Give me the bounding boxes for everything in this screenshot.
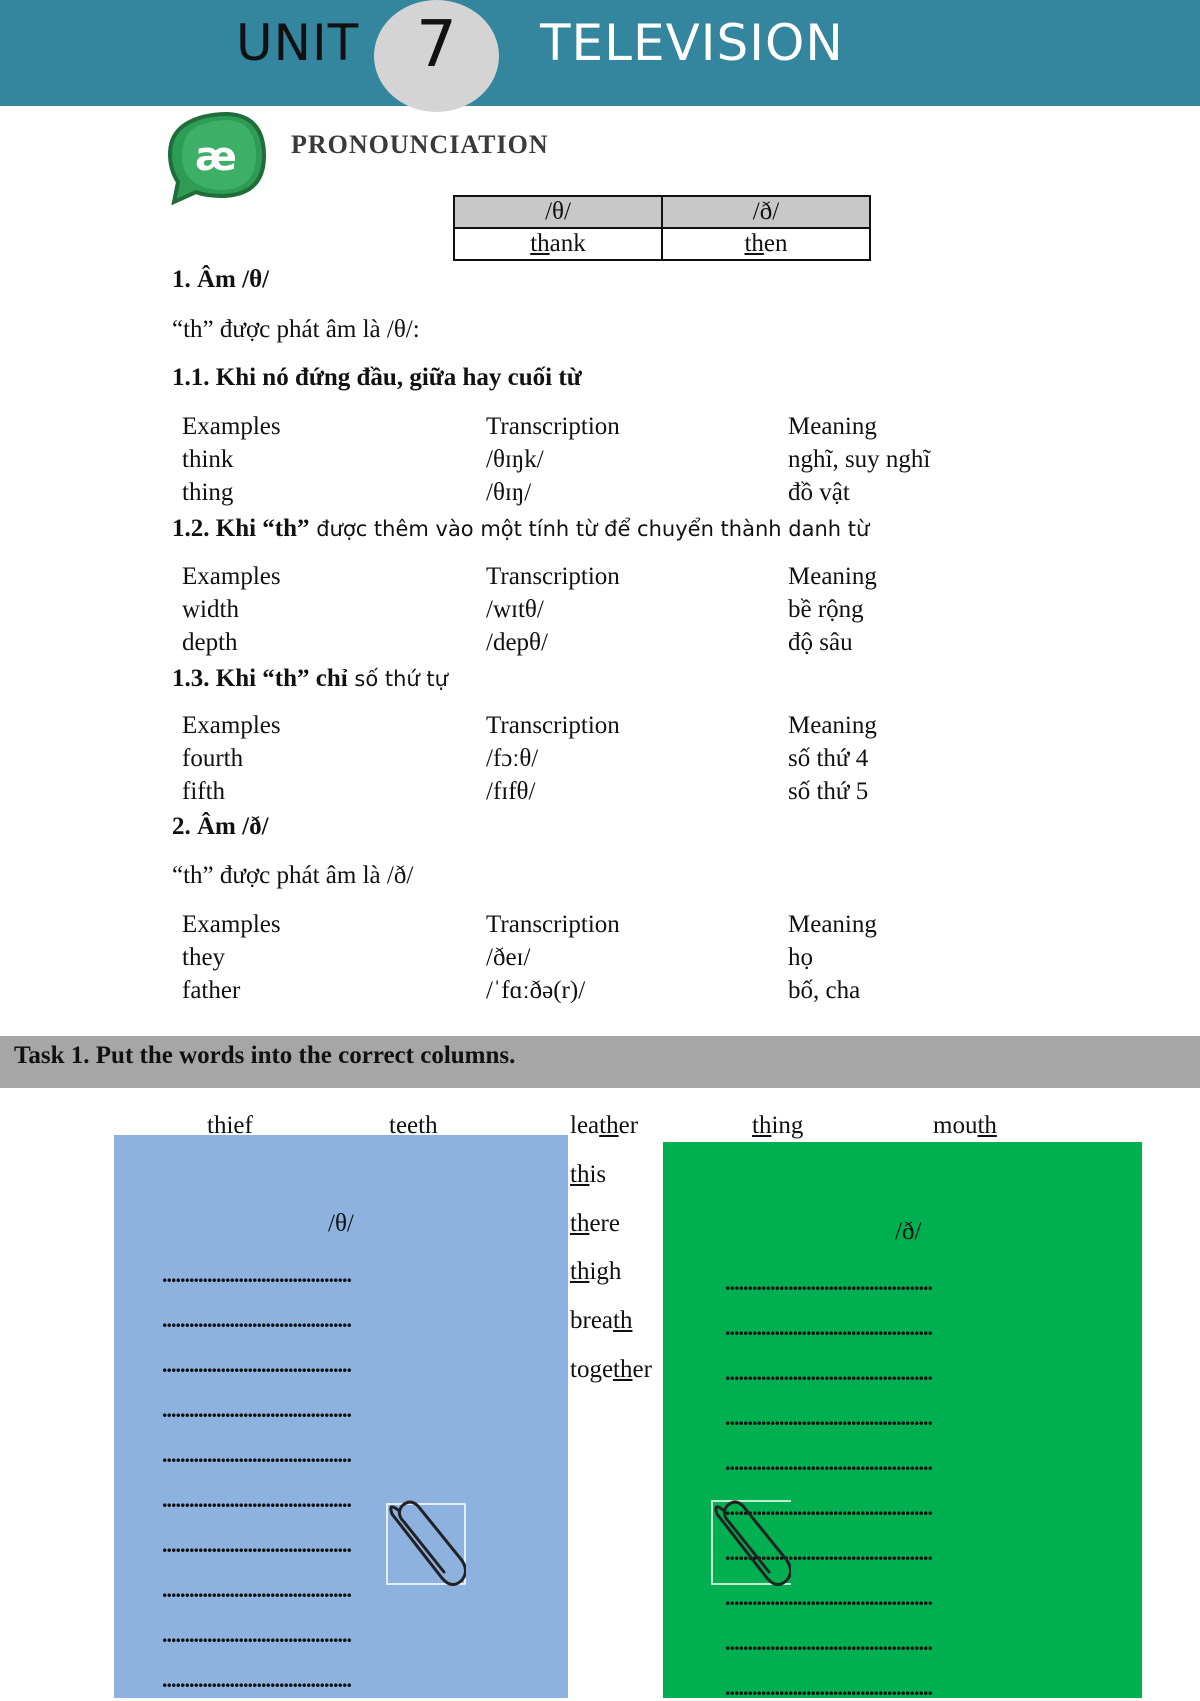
answer-line[interactable]: ..............................................	[725, 1495, 932, 1520]
answer-line[interactable]: ..........................................	[162, 1577, 351, 1602]
table-header-theta: /θ/	[454, 196, 662, 228]
answer-line[interactable]: ..............................................	[725, 1630, 932, 1655]
paperclip-icon	[711, 1500, 791, 1586]
col-meaning-header: Meaning	[788, 712, 877, 739]
example-meaning: bề rộng	[788, 596, 864, 623]
table-example-eth: then	[662, 228, 870, 260]
example-word: think	[182, 446, 234, 473]
answer-line[interactable]: ..............................................	[725, 1270, 932, 1295]
word-bank-item[interactable]: breath	[570, 1307, 633, 1334]
col-transcription-header: Transcription	[486, 911, 620, 938]
col-transcription-header: Transcription	[486, 563, 620, 590]
answer-line[interactable]: ..........................................	[162, 1262, 351, 1287]
section1-2-heading: 1.2. Khi “th” được thêm vào một tính từ để chuyển thành danh từ	[172, 515, 870, 542]
answer-line[interactable]: ..........................................	[162, 1487, 351, 1512]
answer-line[interactable]: ..........................................	[162, 1622, 351, 1647]
answer-line[interactable]: ..........................................	[162, 1352, 351, 1377]
pronunciation-title: PRONOUNCIATION	[291, 130, 549, 159]
example-meaning: nghĩ, suy nghĩ	[788, 446, 931, 473]
sound-comparison-table	[453, 195, 871, 261]
table-example-theta: thank	[454, 228, 662, 260]
unit-title: TELEVISION	[540, 14, 844, 72]
word-bank-item[interactable]: there	[570, 1210, 620, 1237]
section1-heading: 1. Âm /θ/	[172, 266, 270, 293]
col-meaning-header: Meaning	[788, 413, 877, 440]
example-meaning: đồ vật	[788, 479, 850, 506]
answer-line[interactable]: ..........................................	[162, 1307, 351, 1332]
answer-line[interactable]: ..............................................	[725, 1405, 932, 1430]
answer-line[interactable]: ..............................................	[725, 1540, 932, 1565]
example-word: thing	[182, 479, 234, 506]
example-word: width	[182, 596, 239, 623]
svg-text:æ: æ	[195, 134, 237, 180]
example-transcription: /ˈfɑːðə(r)/	[486, 977, 586, 1004]
example-transcription: /fɪfθ/	[486, 778, 536, 805]
word-bank-item[interactable]: thigh	[570, 1258, 622, 1285]
example-word: fifth	[182, 778, 226, 805]
section2-heading: 2. Âm /ð/	[172, 813, 269, 840]
example-transcription: /θɪŋk/	[486, 446, 544, 473]
section1-3-heading: 1.3. Khi “th” chỉ số thứ tự	[172, 665, 448, 692]
task-title: Task 1. Put the words into the correct columns.	[14, 1042, 516, 1069]
section1-intro: “th” được phát âm là /θ/:	[172, 316, 420, 343]
example-meaning: độ sâu	[788, 629, 853, 656]
unit-number: 7	[416, 8, 457, 82]
section2-intro: “th” được phát âm là /ð/	[172, 862, 414, 889]
example-word: fourth	[182, 745, 244, 772]
example-transcription: /fɔːθ/	[486, 745, 539, 772]
word-bank-item[interactable]: this	[570, 1161, 607, 1188]
col-examples-header: Examples	[182, 712, 281, 739]
word-bank-item[interactable]: together	[570, 1356, 652, 1383]
answer-line[interactable]: ..............................................	[725, 1360, 932, 1385]
example-transcription: /depθ/	[486, 629, 548, 656]
speech-bubble-ae-icon	[166, 112, 272, 208]
col-examples-header: Examples	[182, 413, 281, 440]
eth-box-label: /ð/	[895, 1218, 922, 1245]
section1-1-heading: 1.1. Khi nó đứng đầu, giữa hay cuối từ	[172, 364, 582, 391]
col-examples-header: Examples	[182, 911, 281, 938]
col-meaning-header: Meaning	[788, 563, 877, 590]
word-bank-item[interactable]: leather	[570, 1112, 639, 1139]
example-meaning: bố, cha	[788, 977, 861, 1004]
answer-line[interactable]: ..............................................	[725, 1585, 932, 1610]
example-meaning: số thứ 4	[788, 745, 869, 772]
table-header-eth: /ð/	[662, 196, 870, 228]
answer-line[interactable]: ..............................................	[725, 1315, 932, 1340]
unit-label: UNIT	[236, 14, 360, 72]
answer-line[interactable]: ..........................................	[162, 1532, 351, 1557]
col-meaning-header: Meaning	[788, 911, 877, 938]
answer-line[interactable]: ..........................................	[162, 1397, 351, 1422]
answer-line[interactable]: ..........................................	[162, 1667, 351, 1692]
theta-box-label: /θ/	[328, 1210, 354, 1237]
word-bank-item[interactable]: mouth	[933, 1112, 997, 1139]
example-word: they	[182, 944, 226, 971]
example-meaning: họ	[788, 944, 813, 971]
example-transcription: /ðeɪ/	[486, 944, 531, 971]
answer-line[interactable]: ..............................................	[725, 1675, 932, 1700]
col-transcription-header: Transcription	[486, 712, 620, 739]
answer-line[interactable]: ..........................................	[162, 1442, 351, 1467]
example-word: depth	[182, 629, 238, 656]
example-word: father	[182, 977, 241, 1004]
col-examples-header: Examples	[182, 563, 281, 590]
example-transcription: /θɪŋ/	[486, 479, 532, 506]
word-bank-item[interactable]: teeth	[389, 1112, 438, 1139]
example-transcription: /wɪtθ/	[486, 596, 544, 623]
word-bank-item[interactable]: thief	[207, 1112, 253, 1139]
word-bank-item[interactable]: thing	[752, 1112, 804, 1139]
answer-line[interactable]: ..............................................	[725, 1450, 932, 1475]
example-meaning: số thứ 5	[788, 778, 869, 805]
col-transcription-header: Transcription	[486, 413, 620, 440]
paperclip-icon	[386, 1500, 466, 1586]
